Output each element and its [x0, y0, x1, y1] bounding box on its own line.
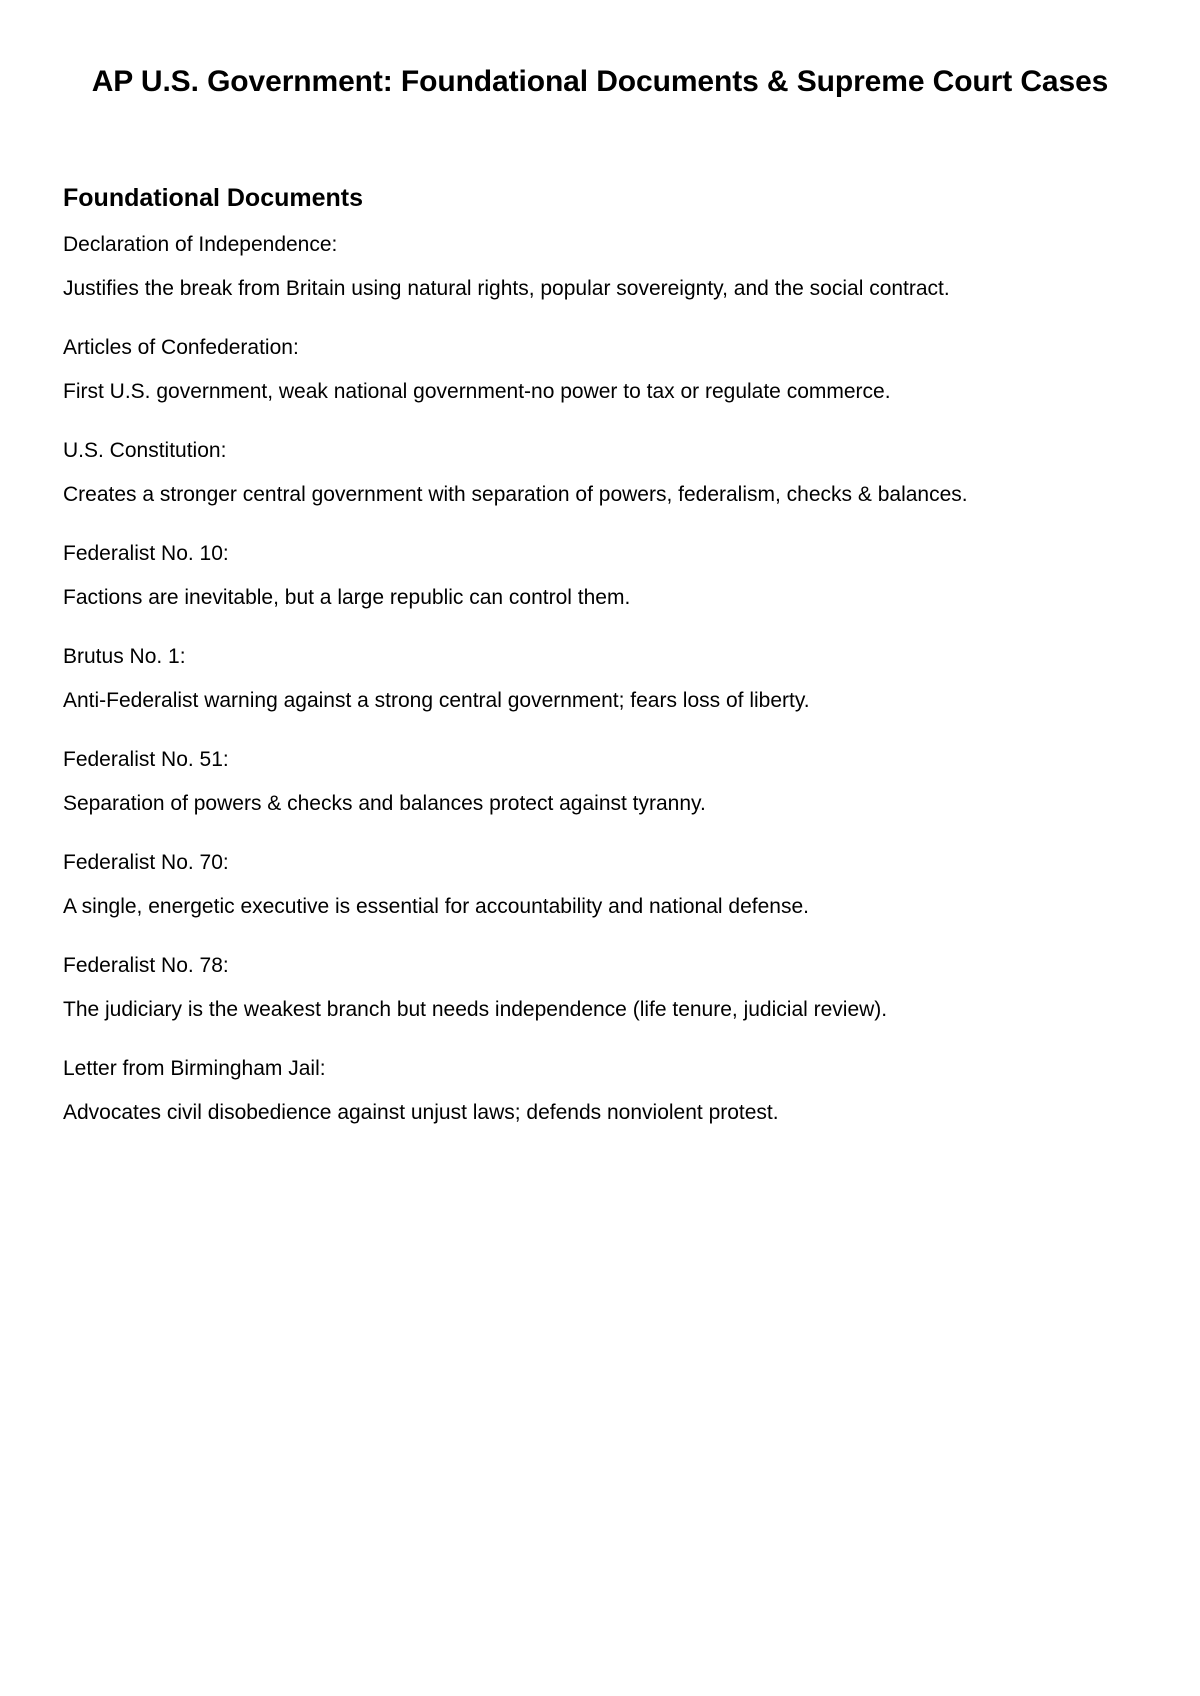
entry-description: Separation of powers & checks and balances protect against tyranny. — [63, 792, 706, 815]
entry-declaration-of-independence — [63, 230, 1153, 304]
entry-articles-of-confederation — [63, 333, 1153, 407]
entry-description: First U.S. government, weak national government-no power to tax or regulate commerce. — [63, 380, 891, 403]
entry-us-constitution — [63, 436, 1153, 510]
document-title: AP U.S. Government: Foundational Documents & Supreme Court Cases — [91, 65, 1109, 98]
entry-federalist-78 — [63, 951, 1153, 1025]
entry-federalist-70 — [63, 848, 1153, 922]
entry-name: Brutus No. 1: — [63, 645, 186, 668]
foundational-documents-section — [63, 180, 1153, 1157]
entry-federalist-10 — [63, 539, 1153, 613]
entry-description: A single, energetic executive is essential for accountability and national defense. — [63, 895, 809, 918]
entry-description: Justifies the break from Britain using natural rights, popular sovereignty, and the social contract. — [63, 277, 950, 300]
entry-brutus-1 — [63, 642, 1153, 716]
entry-name: Federalist No. 70: — [63, 851, 229, 874]
entry-name: Federalist No. 10: — [63, 542, 229, 565]
entry-letter-from-birmingham-jail — [63, 1054, 1153, 1128]
entry-name: Federalist No. 78: — [63, 954, 229, 977]
entry-name: Federalist No. 51: — [63, 748, 229, 771]
entry-description: Factions are inevitable, but a large republic can control them. — [63, 586, 631, 609]
entry-description: The judiciary is the weakest branch but needs independence (life tenure, judicial review). — [63, 998, 888, 1021]
entry-name: U.S. Constitution: — [63, 439, 227, 462]
entry-federalist-51 — [63, 745, 1153, 819]
entry-description: Advocates civil disobedience against unjust laws; defends nonviolent protest. — [63, 1101, 779, 1124]
entry-name: Declaration of Independence: — [63, 233, 338, 256]
entry-name: Articles of Confederation: — [63, 336, 299, 359]
entry-name: Letter from Birmingham Jail: — [63, 1057, 326, 1080]
entry-description: Anti-Federalist warning against a strong central government; fears loss of liberty. — [63, 689, 810, 712]
section-heading: Foundational Documents — [63, 184, 363, 212]
entry-description: Creates a stronger central government with separation of powers, federalism, checks & balances. — [63, 483, 968, 506]
